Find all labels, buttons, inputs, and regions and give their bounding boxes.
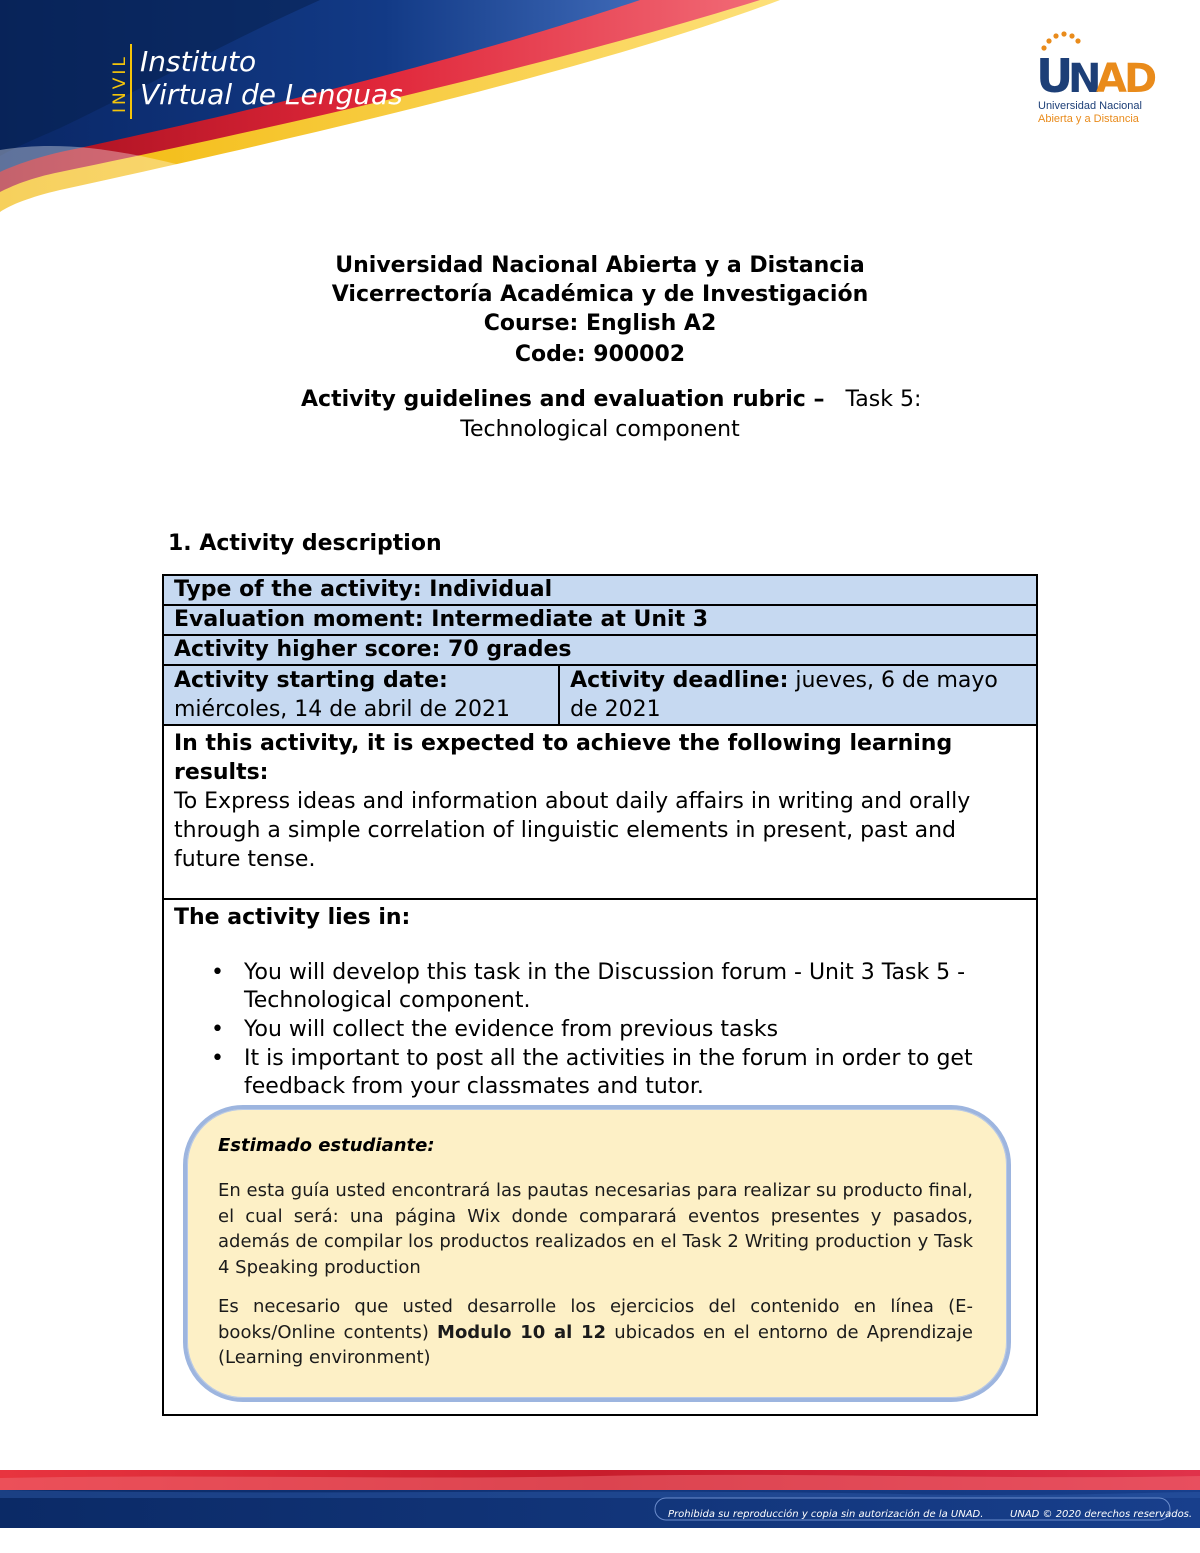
unad-caption-line1: Universidad Nacional [1038,100,1142,112]
header-banner [0,0,1200,230]
brand-vertical-label: INVIL [110,54,130,113]
list-item: • It is important to post all the activities in the forum in order to get feedback from your classmates and tutor. [244,1045,1026,1101]
guideline-subtitle: Technological component [460,417,740,442]
deadline-cell [559,665,1037,725]
start-date-value: miércoles, 14 de abril de 2021 [174,697,510,722]
callout-p2-bold: Modulo 10 al 12 [437,1321,607,1343]
callout-p2-end: ubicados en el entorno de Aprendizaje (Learning environment) [218,1321,973,1368]
callout-paragraph-2 [218,1294,973,1371]
unad-logo-n: N [1068,56,1100,102]
guideline-title-bold: Activity guidelines and evaluation rubric – [301,387,825,412]
callout-title: Estimado estudiante: [218,1135,435,1156]
activity-lies-list [174,959,1026,1101]
start-date-cell [163,665,559,725]
callout-paragraph-1: En esta guía usted encontrará las pautas necesarias para realizar su producto final, el cual será: una página Wix donde comparará eventos presentes y pasados, además de compilar los productos realizados en el Task 2 Writing production y Task 4 Speaking production [218,1180,973,1278]
footer-copyright-note: Prohibida su reproducción y copia sin autorización de la UNAD. [668,1509,984,1520]
table-row [163,635,1037,665]
brand-title-line1: Instituto [140,45,257,78]
table-row [163,665,1037,725]
callout-p2-start: Es necesario que usted desarrolle los ejercicios del contenido en línea (E-books/Online contents) [218,1296,973,1343]
student-note-callout [183,1105,1011,1402]
vicerrectoria-name: Vicerrectoría Académica y de Investigación [331,282,869,307]
table-row [163,725,1037,899]
table-row [163,575,1037,605]
learning-results-text: To Express ideas and information about daily affairs in writing and orally through a simple correlation of linguistic elements in present, past and future tense. [174,789,971,872]
activity-type-cell: Type of the activity: Individual [163,575,1037,605]
deadline-label: Activity deadline: [570,668,789,693]
activity-lies-heading: The activity lies in: [174,905,411,930]
learning-results-cell [163,725,1037,899]
guideline-task: Task 5: [845,387,922,412]
start-date-label: Activity starting date: [174,668,448,693]
footer-rights-note: UNAD © 2020 derechos reservados. [1010,1509,1193,1520]
table-row [163,605,1037,635]
header-swoosh-graphic [0,0,1200,230]
learning-results-heading: In this activity, it is expected to achieve the following learning results: [174,731,953,785]
brand-title-line2: Virtual de Lenguas [140,78,403,111]
course-title: Course: English A2 [483,311,717,336]
unad-logo-ad: AD [1096,56,1155,102]
unad-logo-u: U [1036,49,1071,103]
evaluation-moment-cell: Evaluation moment: Intermediate at Unit 3 [163,605,1037,635]
section-heading: 1. Activity description [168,531,442,556]
list-item: • You will collect the evidence from previous tasks [244,1016,1026,1044]
university-name: Universidad Nacional Abierta y a Distancia [335,253,865,278]
higher-score-cell: Activity higher score: 70 grades [163,635,1037,665]
course-code: Code: 900002 [514,342,686,367]
deadline-value: jueves, 6 de mayo de 2021 [570,668,998,722]
list-item: • You will develop this task in the Discussion forum - Unit 3 Task 5 - Technological component. [244,959,1026,1015]
guideline-title [301,387,921,412]
unad-caption-line2: Abierta y a Distancia [1038,113,1139,125]
